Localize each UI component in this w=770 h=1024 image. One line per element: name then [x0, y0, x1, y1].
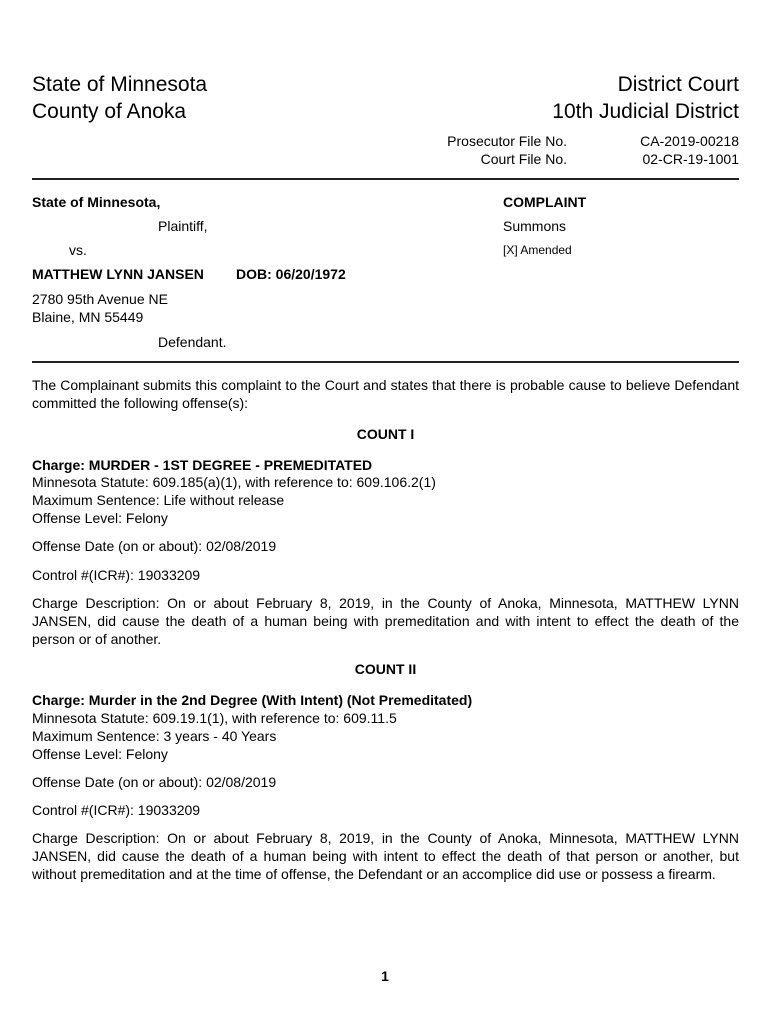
count-1-offense-level: Offense Level: Felony	[32, 510, 168, 526]
count-2-max-sentence: Maximum Sentence: 3 years - 40 Years	[32, 728, 277, 744]
count-1-max-sentence: Maximum Sentence: Life without release	[32, 492, 285, 508]
caption-divider	[32, 361, 739, 363]
count-1-offense-date: Offense Date (on or about): 02/08/2019	[32, 538, 277, 554]
defendant-label: Defendant.	[158, 334, 227, 350]
plaintiff-label: Plaintiff,	[158, 218, 208, 234]
count-1-charge: Charge: MURDER - 1ST DEGREE - PREMEDITATED	[32, 457, 373, 473]
header-divider	[32, 178, 739, 180]
court-heading: District Court	[617, 73, 739, 96]
count-1-control-number: Control #(ICR#): 19033209	[32, 567, 201, 583]
plaintiff-name: State of Minnesota,	[32, 194, 161, 210]
count-2-charge: Charge: Murder in the 2nd Degree (With Intent) (Not Premeditated)	[32, 692, 473, 708]
count-1-heading: COUNT I	[356, 426, 415, 442]
prosecutor-file-value: CA-2019-00218	[640, 133, 739, 149]
count-2-offense-date: Offense Date (on or about): 02/08/2019	[32, 774, 277, 790]
summons-label: Summons	[503, 218, 567, 234]
document-type: COMPLAINT	[503, 194, 587, 210]
prosecutor-file-label: Prosecutor File No.	[447, 133, 567, 149]
count-2-offense-level: Offense Level: Felony	[32, 746, 168, 762]
count-2-description: Charge Description: On or about February 8, 2019, in the County of Anoka, Minnesota, MATTHEW LYNN JANSEN, did cause the death of a human being with intent to effect the death of that person or another, but without premeditation and at the time of offense, the Defendant or an accomplice did use or possess a firearm.	[32, 830, 739, 882]
district-heading: 10th Judicial District	[552, 100, 739, 123]
court-file-value: 02-CR-19-1001	[642, 151, 739, 167]
state-heading: State of Minnesota	[32, 73, 208, 96]
versus-label: vs.	[69, 242, 87, 258]
count-1-statute: Minnesota Statute: 609.185(a)(1), with reference to: 609.106.2(1)	[32, 474, 436, 490]
count-2-statute: Minnesota Statute: 609.19.1(1), with reference to: 609.11.5	[32, 710, 397, 726]
count-2-control-number: Control #(ICR#): 19033209	[32, 802, 201, 818]
defendant-address-line1: 2780 95th Avenue NE	[32, 291, 168, 307]
page-number: 1	[381, 968, 389, 984]
defendant-address-line2: Blaine, MN 55449	[32, 309, 144, 325]
count-2-heading: COUNT II	[354, 661, 417, 677]
county-heading: County of Anoka	[32, 100, 187, 123]
amended-label: [X] Amended	[503, 243, 572, 257]
defendant-name: MATTHEW LYNN JANSEN	[32, 266, 204, 282]
intro-paragraph: The Complainant submits this complaint to the Court and states that there is probable cause to believe Defendant committed the following offense(s):	[32, 377, 739, 411]
defendant-dob: DOB: 06/20/1972	[236, 266, 346, 282]
court-file-label: Court File No.	[480, 151, 567, 167]
count-1-description: Charge Description: On or about February 8, 2019, in the County of Anoka, Minnesota, MATTHEW LYNN JANSEN, did cause the death of a human being with premeditation and with intent to effect the death of the person or of another.	[32, 595, 739, 647]
